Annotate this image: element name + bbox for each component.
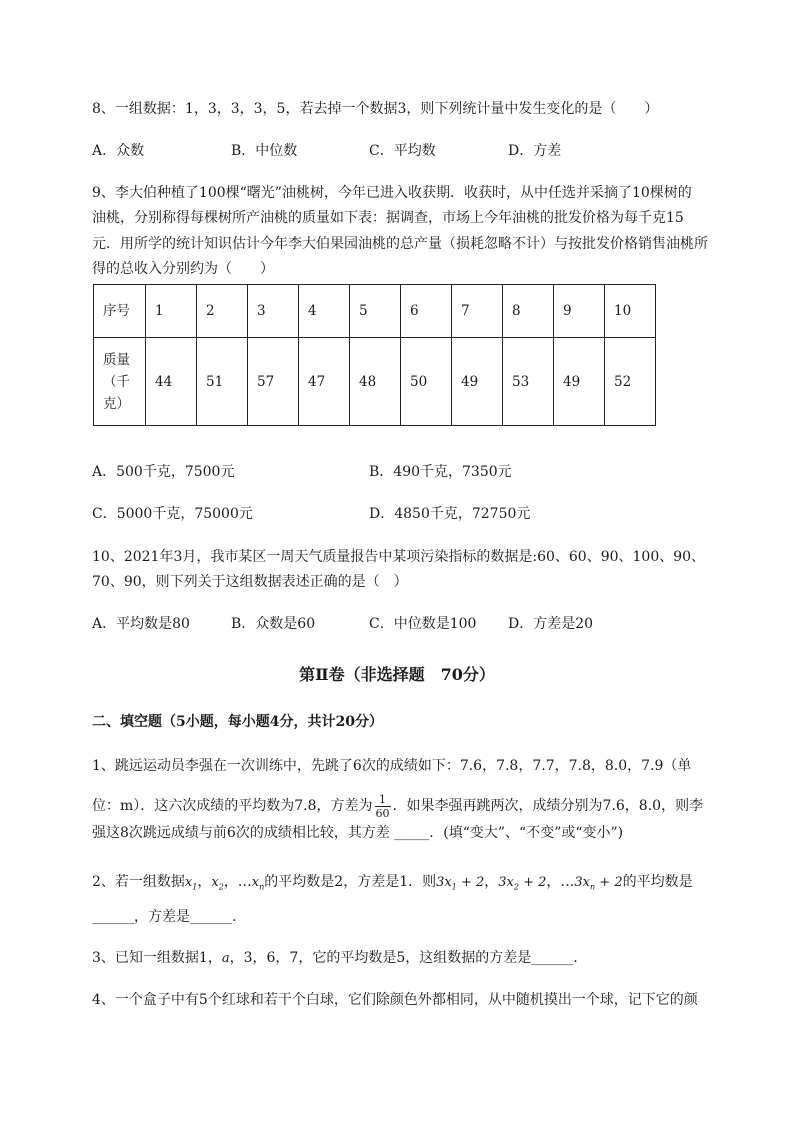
math-sub: 1 — [451, 882, 457, 892]
q8-option-a: A．众数 — [92, 143, 145, 159]
table-cell: 8 — [503, 285, 554, 338]
table-cell: 50 — [401, 338, 452, 426]
f3-line-1 — [92, 948, 578, 969]
math-sub: n — [590, 882, 596, 892]
f2-text: ， — [484, 874, 499, 890]
f2-text: ，… — [223, 874, 252, 890]
table-cell: 51 — [197, 338, 248, 426]
math-var: 3x — [498, 875, 514, 890]
q8-option-c: C．平均数 — [369, 143, 436, 159]
table-cell: 2 — [197, 285, 248, 338]
q8-option-b: B．中位数 — [231, 143, 298, 159]
table-header-mass — [94, 338, 146, 426]
table-cell: 4 — [299, 285, 350, 338]
f2-text: ，… — [546, 874, 575, 890]
q9-line-2: 油桃，分别称得每棵树所产油桃的质量如下表：据调查，市场上今年油桃的批发价格为每千克15 — [92, 210, 684, 226]
q9-options-row1 — [92, 462, 732, 482]
table-cell: 6 — [401, 285, 452, 338]
table-row-index — [94, 285, 656, 338]
q10-option-d: D．方差是20 — [508, 616, 594, 632]
q8-options — [92, 141, 732, 161]
math-var: 3x — [436, 875, 452, 890]
math-var: x — [211, 875, 219, 890]
q9-option-d: D．4850千克，72750元 — [369, 506, 531, 522]
table-cell: 49 — [452, 338, 503, 426]
q9-option-c: C．5000千克，75000元 — [92, 506, 253, 522]
f2-text: 的平均数是2，方差是1．则 — [264, 874, 437, 890]
table-cell: 53 — [503, 338, 554, 426]
f3-text: 3、已知一组数据1， — [92, 950, 222, 966]
mass-header-line: 克） — [103, 395, 130, 412]
q8-option-d: D．方差 — [508, 143, 562, 159]
q9-options-row2 — [92, 504, 732, 524]
math-sub: 2 — [513, 882, 519, 892]
table-cell: 10 — [605, 285, 656, 338]
table-cell: 47 — [299, 338, 350, 426]
table-cell: 7 — [452, 285, 503, 338]
q10-option-c: C．中位数是100 — [369, 616, 477, 632]
math-sub: 1 — [192, 882, 198, 892]
math-var-a: a — [221, 951, 230, 966]
table-row-mass — [94, 338, 656, 426]
f2-text: ， — [197, 874, 212, 890]
table-cell: 52 — [605, 338, 656, 426]
f3-text: ，3，6，7，它的平均数是5，这组数据的方差是______. — [229, 950, 578, 966]
math-x1 — [185, 875, 197, 890]
math-tail: + 2 — [518, 875, 547, 890]
f2-text: 的平均数是 — [622, 874, 693, 890]
q10-option-b: B．众数是60 — [231, 616, 316, 632]
math-sub: n — [259, 882, 265, 892]
f1-text: 位：m）．这六次成绩的平均数为7.8，方差为 — [92, 798, 373, 814]
q10-options — [92, 614, 732, 634]
math-tail: + 2 — [456, 875, 485, 890]
q9-mass-table — [93, 284, 656, 426]
f1-line-2 — [92, 788, 703, 824]
q8-stem: 8、一组数据：1，3，3，3，5，若去掉一个数据3，则下列统计量中发生变化的是（ ） — [92, 101, 659, 117]
q9-line-4: 得的总收入分别约为（ ） — [92, 261, 274, 277]
section2-title: 二、填空题（5小题，每小题4分，共计20分） — [92, 714, 383, 730]
math-var: x — [251, 875, 260, 890]
mass-header-line: 质量 — [103, 351, 130, 368]
table-cell: 9 — [554, 285, 605, 338]
fraction-numerator: 1 — [375, 793, 391, 807]
table-cell: 3 — [248, 285, 299, 338]
f2-line-2: ______，方差是______. — [92, 909, 237, 925]
q9-option-a: A．500千克，7500元 — [92, 464, 235, 480]
f1-text: ．如果李强再跳两次，成绩分别为7.6，8.0，则李 — [392, 798, 704, 814]
math-expr-2 — [498, 875, 546, 890]
math-xn — [252, 875, 265, 890]
q9-option-b: B．490千克，7350元 — [369, 464, 512, 480]
math-expr-n — [574, 875, 622, 890]
math-x2 — [211, 875, 223, 890]
math-var: x — [184, 875, 193, 890]
q9-line-1: 9、李大伯种植了100棵“曙光”油桃树，今年已进入收获期．收获时，从中任选并采摘了10棵树的 — [92, 185, 692, 201]
math-expr-1 — [436, 875, 484, 890]
table-cell: 44 — [146, 338, 197, 426]
f2-line-1 — [92, 872, 693, 898]
math-var: 3x — [574, 875, 591, 890]
q9-line-3: 元．用所学的统计知识估计今年李大伯果园油桃的总产量（损耗忽略不计）与按批发价格销售油桃所 — [92, 236, 708, 252]
f1-line-1: 1、跳远运动员李强在一次训练中，先跳了6次的成绩如下：7.6，7.8，7.7，7.8，8.0，7.9（单 — [92, 758, 692, 774]
math-tail: + 2 — [595, 875, 623, 890]
f2-text: 2、若一组数据 — [92, 874, 185, 890]
table-cell: 5 — [350, 285, 401, 338]
variance-fraction — [375, 793, 391, 820]
table-cell: 1 — [146, 285, 197, 338]
q10-line-1: 10、2021年3月，我市某区一周天气质量报告中某项污染指标的数据是:60、60、90、100、90、 — [92, 549, 706, 565]
fraction-denominator: 60 — [375, 806, 390, 820]
math-sub: 2 — [218, 882, 224, 892]
part2-title: 第Ⅱ卷（非选择题 70分） — [299, 665, 495, 684]
table-cell: 49 — [554, 338, 605, 426]
f1-line-3: 强这8次跳远成绩与前6次的成绩相比较，其方差 _____．(填“变大”、“不变”或“变小”) — [92, 825, 624, 841]
q10-option-a: A．平均数是80 — [92, 616, 190, 632]
q10-line-2: 70、90，则下列关于这组数据表述正确的是（ ） — [92, 574, 408, 590]
table-header-index: 序号 — [94, 285, 146, 338]
mass-header-line: （千 — [103, 373, 130, 390]
f4-line-1: 4、一个盒子中有5个红球和若干个白球，它们除颜色外都相同，从中随机摸出一个球，记下它的颜 — [92, 992, 698, 1008]
table-cell: 57 — [248, 338, 299, 426]
table-cell: 48 — [350, 338, 401, 426]
